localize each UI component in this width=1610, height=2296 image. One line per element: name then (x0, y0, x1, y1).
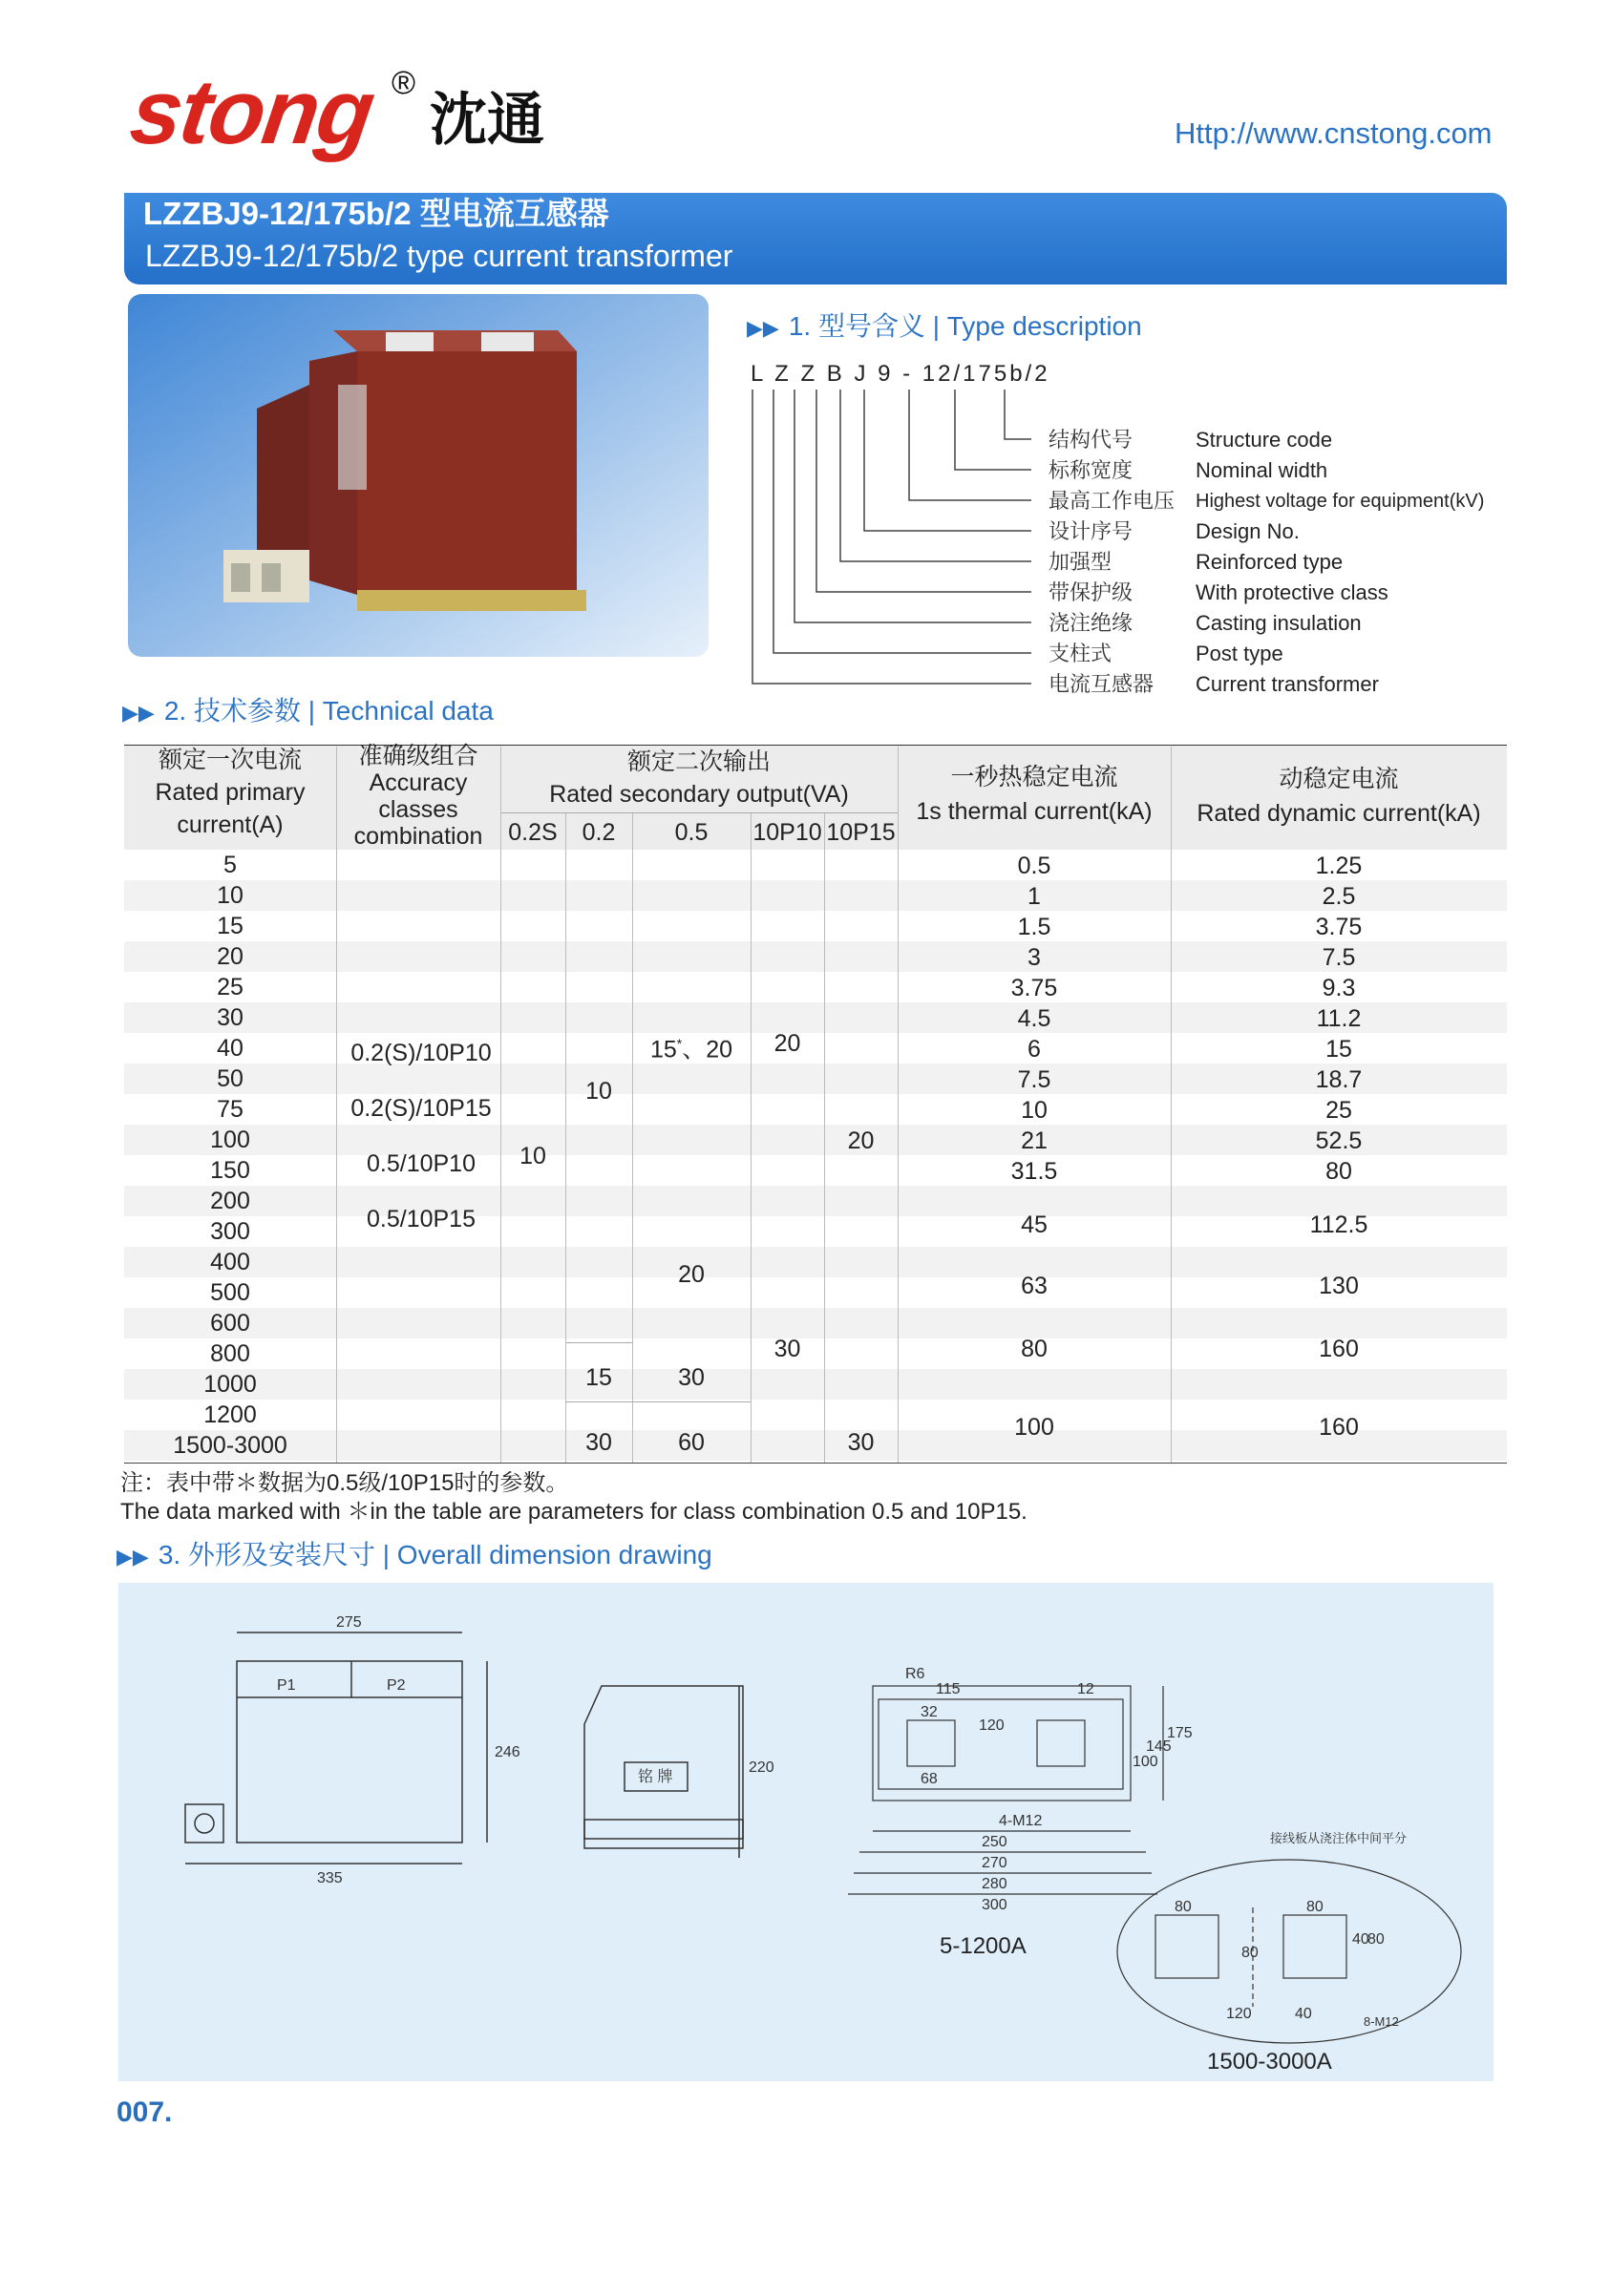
dim-80-a: 80 (1175, 1899, 1192, 1915)
header-primary-en1: Rated primary (155, 779, 306, 806)
primary-current-cell: 300 (210, 1218, 250, 1245)
header-secondary (500, 748, 898, 808)
primary-current-cell: 5 (223, 852, 237, 878)
dim-145: 145 (1146, 1738, 1172, 1755)
label-1500-3000a: 1500-3000A (1207, 2049, 1332, 2075)
asterisk-mark: * (676, 1036, 683, 1051)
primary-current-cell: 50 (217, 1065, 244, 1092)
column-rule (632, 813, 633, 1463)
primary-current-cell: 600 (210, 1310, 250, 1337)
primary-current-cell: 150 (210, 1157, 250, 1184)
thermal-current-cell: 10 (1021, 1097, 1048, 1124)
type-item-cn: 带保护级 (1049, 580, 1133, 604)
type-items-chinese (1049, 428, 1175, 703)
output-10p15-b: 30 (847, 1429, 875, 1456)
primary-current-cell: 1500-3000 (173, 1432, 287, 1459)
thermal-current-cell: 3.75 (1010, 975, 1058, 1001)
output-05-a (632, 1029, 751, 1064)
output-05-d: 60 (678, 1429, 705, 1456)
primary-current-cell: 25 (217, 974, 244, 1001)
label-5-1200a: 5-1200A (940, 1933, 1027, 1959)
header-secondary-cn: 额定二次输出 (626, 748, 771, 775)
column-rule (1171, 747, 1172, 1463)
primary-current-cell: 400 (210, 1249, 250, 1275)
dim-r6: R6 (905, 1666, 925, 1682)
primary-current-cell: 200 (210, 1188, 250, 1214)
dynamic-current-cell: 18.7 (1315, 1066, 1363, 1093)
header-accuracy-en2: classes (378, 796, 458, 823)
column-rule (824, 813, 825, 1463)
arrow-icon: ▶▶ (117, 1545, 149, 1569)
thermal-current-cell: 7.5 (1017, 1066, 1051, 1093)
type-item-cn: 加强型 (1049, 550, 1112, 574)
thermal-current-cell: 63 (1021, 1273, 1048, 1299)
header-primary-en2: current(A) (177, 811, 284, 838)
dim-side-height: 220 (749, 1759, 774, 1776)
type-item-cn: 设计序号 (1049, 519, 1133, 543)
primary-current-cell: 10 (217, 882, 244, 909)
dynamic-current-cell: 2.5 (1322, 883, 1356, 910)
dynamic-current-cell: 9.3 (1322, 975, 1356, 1001)
dynamic-current-cell: 112.5 (1309, 1211, 1368, 1238)
output-05-a-value: 15 (649, 1036, 677, 1064)
output-02-b: 15 (585, 1364, 612, 1391)
thermal-current-cell: 31.5 (1010, 1158, 1058, 1185)
type-item-cn: 最高工作电压 (1049, 489, 1176, 513)
type-item-en: Structure code (1196, 428, 1333, 452)
dynamic-current-cell: 52.5 (1315, 1127, 1363, 1154)
output-10p10-a: 20 (773, 1030, 801, 1057)
front-view-drawing (172, 1604, 520, 1890)
type-item-en: Highest voltage for equipment(kV) (1196, 491, 1485, 512)
dim-40-detail: 40 (1295, 2006, 1312, 2022)
type-items-english (1196, 428, 1484, 703)
secondary-subheader-rule (500, 812, 898, 813)
type-item-en: Design No. (1196, 519, 1300, 543)
section3-title (117, 1539, 712, 1573)
type-item-cn: 标称宽度 (1049, 458, 1133, 482)
primary-current-cell: 1200 (203, 1401, 257, 1428)
primary-current-cell: 30 (217, 1004, 244, 1031)
header-accuracy-en1: Accuracy (369, 769, 468, 796)
header-sub-02: 0.2 (582, 819, 616, 846)
detail-note: 接线板从浇注体中间平分 (1270, 1831, 1408, 1845)
accuracy-class: 0.5/10P15 (367, 1206, 476, 1232)
dim-32: 32 (921, 1704, 938, 1720)
registered-mark: ® (392, 65, 416, 101)
title-chinese: LZZBJ9-12/175b/2 型电流互感器 (143, 196, 609, 231)
header-sub-10p15: 10P15 (826, 819, 896, 846)
thermal-current-cell: 100 (1014, 1414, 1054, 1441)
arrow-icon: ▶▶ (122, 701, 155, 725)
section3-title-text: 3. 外形及安装尺寸 | Overall dimension drawing (158, 1540, 712, 1569)
type-item-cn: 结构代号 (1049, 428, 1133, 452)
header-accuracy (336, 743, 500, 850)
type-item-en: Nominal width (1196, 458, 1328, 482)
thermal-current-cell: 6 (1027, 1036, 1041, 1063)
dim-front-height: 246 (495, 1744, 520, 1760)
dim-250: 250 (982, 1834, 1007, 1850)
primary-current-cell: 1000 (203, 1371, 257, 1398)
output-05-a-sep: 、20 (682, 1036, 733, 1064)
header-accuracy-en3: combination (353, 823, 483, 850)
dynamic-current-cell: 1.25 (1315, 853, 1363, 879)
page-number: 007. (117, 2096, 173, 2128)
brand-logo-chinese: 沈通 (430, 87, 544, 154)
thermal-current-cell: 1 (1027, 883, 1041, 910)
section1-title-text: 1. 型号含义 | Type description (788, 311, 1142, 341)
output-02-c: 30 (585, 1429, 612, 1456)
section2-title (122, 695, 494, 729)
type-item-en: Reinforced type (1196, 550, 1344, 574)
website-url[interactable]: Http://www.cnstong.com (1175, 116, 1493, 150)
dim-120-detail: 120 (1226, 2006, 1252, 2022)
header-dynamic-en: Rated dynamic current(kA) (1197, 800, 1481, 827)
dynamic-current-cell: 130 (1319, 1273, 1359, 1299)
header-accuracy-cn: 准确级组合 (358, 743, 478, 769)
primary-current-cell: 15 (217, 913, 244, 939)
label-p2: P2 (387, 1677, 406, 1694)
header-primary-cn: 额定一次电流 (158, 747, 302, 773)
dynamic-current-cell: 25 (1325, 1097, 1352, 1124)
primary-current-cell: 500 (210, 1279, 250, 1306)
dim-80-b: 80 (1306, 1899, 1324, 1915)
dim-100: 100 (1133, 1754, 1158, 1770)
column-rule (500, 747, 501, 1463)
brand-logo-word: stong (124, 61, 379, 163)
thermal-current-cell: 21 (1021, 1127, 1048, 1154)
header-secondary-en: Rated secondary output(VA) (549, 781, 849, 808)
thermal-current-cell: 1.5 (1017, 914, 1051, 940)
dim-280: 280 (982, 1876, 1007, 1892)
output-02-a: 10 (585, 1078, 612, 1105)
column-rule (565, 813, 566, 1463)
output-05-b: 20 (678, 1261, 705, 1288)
cell-rule (565, 1342, 632, 1343)
dim-270: 270 (982, 1855, 1007, 1871)
column-rule (898, 747, 899, 1463)
output-10p10-b: 30 (773, 1336, 801, 1362)
dynamic-current-cell: 15 (1325, 1036, 1352, 1063)
accuracy-class: 0.2(S)/10P15 (350, 1095, 492, 1122)
header-dynamic (1171, 766, 1507, 827)
table-top-rule (124, 745, 1507, 746)
thermal-current-cell: 0.5 (1017, 853, 1051, 879)
dynamic-current-cell: 160 (1319, 1336, 1359, 1362)
header-thermal-cn: 一秒热稳定电流 (950, 764, 1118, 790)
dim-8m12: 8-M12 (1364, 2014, 1399, 2029)
header-thermal (898, 764, 1171, 825)
dynamic-current-cell: 80 (1325, 1158, 1352, 1185)
header-sub-05: 0.5 (674, 819, 709, 846)
cell-rule (565, 1401, 751, 1402)
type-item-cn: 浇注绝缘 (1049, 611, 1133, 635)
accuracy-class: 0.2(S)/10P10 (350, 1040, 492, 1066)
primary-current-cell: 40 (217, 1035, 244, 1062)
table-note-chinese: 注：表中带＊数据为0.5级/10P15时的参数。 (120, 1470, 569, 1496)
dim-68: 68 (921, 1771, 938, 1787)
column-rule (751, 813, 752, 1463)
thermal-current-cell: 80 (1021, 1336, 1048, 1362)
dim-4m12: 4-M12 (999, 1813, 1043, 1829)
dim-80-c: 80 (1241, 1945, 1259, 1961)
dynamic-current-cell: 7.5 (1322, 944, 1356, 971)
thermal-current-cell: 45 (1021, 1211, 1048, 1238)
primary-current-cell: 20 (217, 943, 244, 970)
column-rule (336, 747, 337, 1463)
product-photo (128, 294, 709, 657)
section1-title (747, 310, 1142, 345)
dim-front-top: 275 (336, 1614, 362, 1631)
dim-40-v: 40 (1352, 1931, 1369, 1948)
type-item-en: Casting insulation (1196, 611, 1362, 635)
header-thermal-en: 1s thermal current(kA) (916, 798, 1153, 825)
type-item-cn: 电流互感器 (1049, 672, 1155, 696)
arrow-icon: ▶▶ (747, 316, 779, 340)
header-sub-10p10: 10P10 (752, 819, 822, 846)
side-view-drawing (571, 1638, 774, 1906)
dim-12: 12 (1077, 1681, 1094, 1697)
table-bottom-rule (124, 1463, 1507, 1464)
dynamic-current-cell: 3.75 (1315, 914, 1363, 940)
dim-120: 120 (979, 1717, 1005, 1734)
header-sub-02s: 0.2S (508, 819, 558, 846)
dim-80-v: 80 (1367, 1931, 1385, 1948)
detail-view-drawing (1108, 1825, 1490, 2083)
dynamic-current-cell: 11.2 (1316, 1005, 1362, 1032)
thermal-current-cell: 4.5 (1017, 1005, 1051, 1032)
dim-front-bottom: 335 (317, 1870, 343, 1886)
output-02s: 10 (519, 1143, 546, 1169)
dynamic-current-cell: 160 (1319, 1414, 1359, 1441)
dim-300: 300 (982, 1897, 1007, 1913)
output-05-c: 30 (678, 1364, 705, 1391)
table-note-english: The data marked with ＊in the table are parameters for class combination 0.5 and 10P15. (120, 1499, 1027, 1525)
primary-current-cell: 100 (210, 1127, 250, 1153)
type-item-en: Post type (1196, 642, 1283, 665)
primary-current-cell: 75 (217, 1096, 244, 1123)
type-breakdown-lines (745, 386, 1050, 701)
model-code: L Z Z B J 9 - 12/175b/2 (751, 361, 1050, 387)
type-item-en: Current transformer (1196, 672, 1379, 696)
output-10p15-a: 20 (847, 1127, 875, 1154)
accuracy-class: 0.5/10P10 (367, 1150, 476, 1177)
thermal-current-cell: 3 (1027, 944, 1041, 971)
dim-115: 115 (936, 1681, 961, 1697)
header-dynamic-cn: 动稳定电流 (1279, 766, 1399, 792)
type-item-cn: 支柱式 (1049, 642, 1112, 665)
label-p1: P1 (277, 1677, 296, 1694)
title-english: LZZBJ9-12/175b/2 type current transformer (145, 239, 733, 273)
type-item-en: With protective class (1196, 580, 1388, 604)
nameplate-label: 铭 牌 (638, 1769, 673, 1785)
primary-current-cell: 800 (210, 1340, 250, 1367)
dim-175: 175 (1167, 1725, 1193, 1741)
section2-title-text: 2. 技术参数 | Technical data (163, 696, 494, 726)
header-primary (124, 747, 336, 838)
